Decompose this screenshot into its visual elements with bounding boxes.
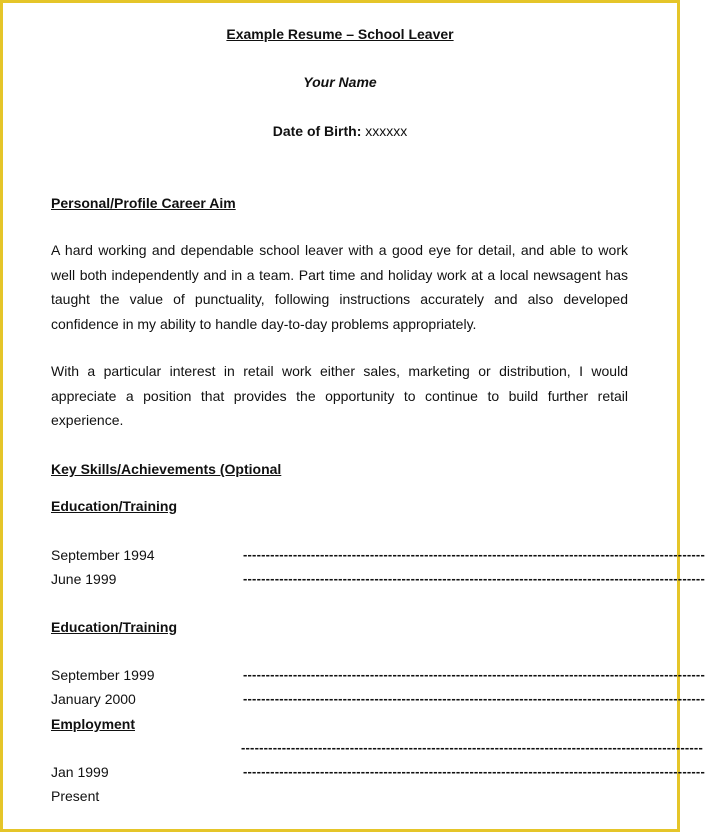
education-1-end: June 1999 [51, 571, 117, 587]
date-of-birth [3, 123, 677, 139]
dob-label: Date of Birth: [272, 123, 362, 139]
education-2-end: January 2000 [51, 691, 136, 707]
profile-heading: Personal/Profile Career Aim [51, 195, 236, 211]
education-2-start: September 1999 [51, 667, 155, 683]
employment-start: Jan 1999 [51, 764, 109, 780]
education-2-start-line: ------------------------------------------------------------------------------------------------------ [243, 667, 705, 682]
employment-heading: Employment [51, 716, 136, 732]
education-2-end-line: ------------------------------------------------------------------------------------------------------ [243, 691, 705, 706]
skills-heading: Key Skills/Achievements (Optional [51, 461, 282, 477]
profile-paragraph-2: With a particular interest in retail work either sales, marketing or distribution, I would appreciate a position that provides the opportunity to continue to build further retail experience. [51, 363, 628, 428]
dob-value: xxxxxx [365, 123, 408, 139]
education-1-start: September 1994 [51, 547, 155, 563]
employment-line-1: ------------------------------------------------------------------------------------------------------ [241, 740, 703, 755]
education-heading-2: Education/Training [51, 619, 178, 635]
education-1-end-line: ------------------------------------------------------------------------------------------------------ [243, 571, 705, 586]
education-1-start-line: ------------------------------------------------------------------------------------------------------ [243, 547, 705, 562]
your-name: Your Name [303, 74, 377, 90]
employment-line-2: ------------------------------------------------------------------------------------------------------ [243, 764, 705, 779]
profile-paragraph-1: A hard working and dependable school leaver with a good eye for detail, and able to work well both independently and in a team. Part time and holiday work at a local newsagent has taught the value of punctuality, following instructions accurately and also developed confidence in my ability to handle day-to-day problems appropriately. [51, 242, 628, 332]
education-heading-1: Education/Training [51, 498, 178, 514]
resume-title: Example Resume – School Leaver [226, 26, 454, 42]
employment-end: Present [51, 788, 100, 804]
